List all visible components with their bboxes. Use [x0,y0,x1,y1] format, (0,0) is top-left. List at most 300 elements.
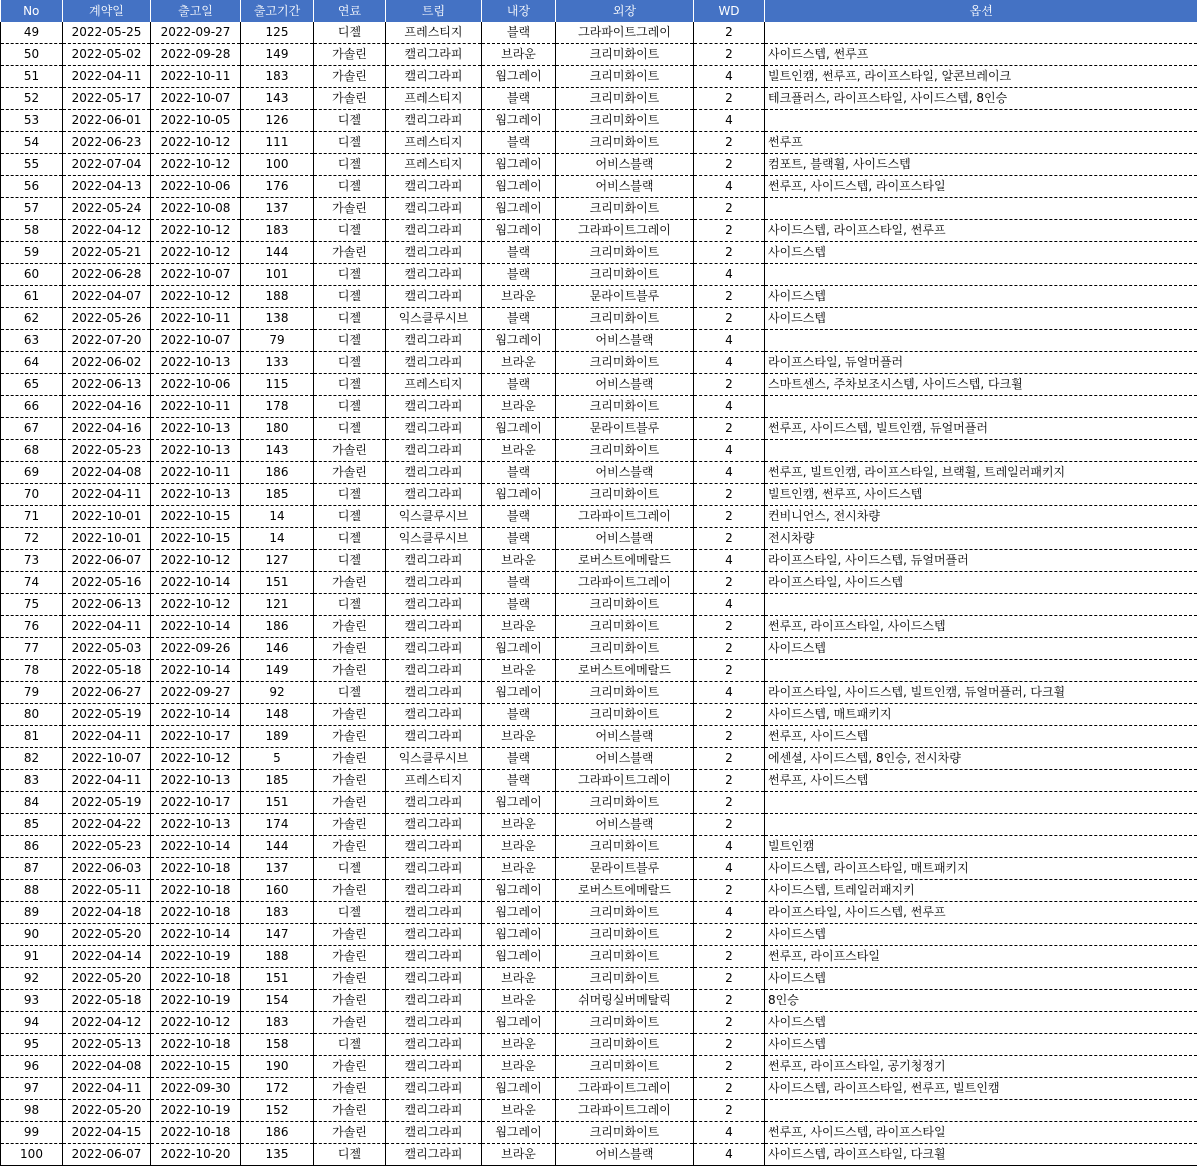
cell-contract-date[interactable]: 2022-06-02 [63,352,151,374]
cell-release-period[interactable]: 101 [241,264,314,286]
cell-release-date[interactable]: 2022-10-18 [151,858,241,880]
header-fuel[interactable]: 연료 [314,0,386,22]
cell-no[interactable]: 72 [1,528,63,550]
cell-release-date[interactable]: 2022-10-14 [151,616,241,638]
cell-release-date[interactable]: 2022-10-13 [151,770,241,792]
cell-release-date[interactable]: 2022-10-18 [151,880,241,902]
cell-contract-date[interactable]: 2022-04-11 [63,616,151,638]
cell-options[interactable] [765,792,1197,814]
cell-fuel[interactable]: 가솔린 [314,1100,386,1122]
cell-trim[interactable]: 캘리그라피 [386,1078,482,1100]
cell-fuel[interactable]: 가솔린 [314,880,386,902]
cell-interior[interactable]: 블랙 [482,594,556,616]
cell-no[interactable]: 94 [1,1012,63,1034]
cell-options[interactable] [765,330,1197,352]
cell-interior[interactable]: 웜그레이 [482,924,556,946]
cell-options[interactable] [765,814,1197,836]
cell-fuel[interactable]: 디젤 [314,220,386,242]
header-contract-date[interactable]: 계약일 [63,0,151,22]
cell-wd[interactable]: 2 [694,220,765,242]
cell-contract-date[interactable]: 2022-04-16 [63,418,151,440]
cell-contract-date[interactable]: 2022-06-03 [63,858,151,880]
cell-fuel[interactable]: 가솔린 [314,572,386,594]
cell-trim[interactable]: 프레스티지 [386,154,482,176]
cell-options[interactable]: 사이드스텝, 매트패키지 [765,704,1197,726]
cell-no[interactable]: 57 [1,198,63,220]
cell-fuel[interactable]: 가솔린 [314,1078,386,1100]
cell-release-date[interactable]: 2022-10-11 [151,66,241,88]
cell-options[interactable] [765,110,1197,132]
cell-wd[interactable]: 2 [694,242,765,264]
cell-release-period[interactable]: 152 [241,1100,314,1122]
cell-release-period[interactable]: 144 [241,836,314,858]
cell-no[interactable]: 81 [1,726,63,748]
cell-wd[interactable]: 4 [694,1144,765,1166]
cell-exterior[interactable]: 어비스블랙 [556,726,694,748]
cell-options[interactable]: 썬루프, 라이프스타일 [765,946,1197,968]
cell-interior[interactable]: 블랙 [482,528,556,550]
cell-wd[interactable]: 2 [694,154,765,176]
cell-fuel[interactable]: 디젤 [314,396,386,418]
cell-interior[interactable]: 블랙 [482,264,556,286]
cell-contract-date[interactable]: 2022-04-12 [63,1012,151,1034]
cell-wd[interactable]: 2 [694,572,765,594]
cell-trim[interactable]: 익스클루시브 [386,528,482,550]
cell-release-date[interactable]: 2022-10-19 [151,1100,241,1122]
cell-no[interactable]: 61 [1,286,63,308]
cell-contract-date[interactable]: 2022-05-26 [63,308,151,330]
cell-options[interactable]: 빌트인캠, 썬루프, 사이드스텝 [765,484,1197,506]
cell-contract-date[interactable]: 2022-07-04 [63,154,151,176]
cell-interior[interactable]: 웜그레이 [482,1122,556,1144]
cell-release-period[interactable]: 143 [241,88,314,110]
cell-release-date[interactable]: 2022-10-12 [151,242,241,264]
cell-exterior[interactable]: 크리미화이트 [556,132,694,154]
cell-release-period[interactable]: 172 [241,1078,314,1100]
cell-exterior[interactable]: 어비스블랙 [556,154,694,176]
cell-exterior[interactable]: 어비스블랙 [556,814,694,836]
cell-wd[interactable]: 2 [694,616,765,638]
cell-no[interactable]: 76 [1,616,63,638]
cell-interior[interactable]: 블랙 [482,308,556,330]
cell-fuel[interactable]: 가솔린 [314,638,386,660]
cell-release-period[interactable]: 79 [241,330,314,352]
cell-no[interactable]: 98 [1,1100,63,1122]
cell-fuel[interactable]: 디젤 [314,594,386,616]
cell-no[interactable]: 88 [1,880,63,902]
cell-options[interactable]: 사이드스텝 [765,1034,1197,1056]
cell-options[interactable]: 사이드스텝, 트레일러패지키 [765,880,1197,902]
cell-options[interactable] [765,660,1197,682]
cell-fuel[interactable]: 디젤 [314,308,386,330]
cell-release-period[interactable]: 186 [241,616,314,638]
cell-contract-date[interactable]: 2022-05-11 [63,880,151,902]
cell-options[interactable]: 라이프스타일, 사이드스텝, 썬루프 [765,902,1197,924]
cell-contract-date[interactable]: 2022-04-18 [63,902,151,924]
cell-release-period[interactable]: 5 [241,748,314,770]
cell-exterior[interactable]: 크리미화이트 [556,946,694,968]
cell-release-period[interactable]: 146 [241,638,314,660]
cell-trim[interactable]: 캘리그라피 [386,924,482,946]
cell-release-period[interactable]: 149 [241,660,314,682]
cell-no[interactable]: 70 [1,484,63,506]
cell-contract-date[interactable]: 2022-06-07 [63,1144,151,1166]
cell-interior[interactable]: 웜그레이 [482,880,556,902]
cell-no[interactable]: 69 [1,462,63,484]
cell-contract-date[interactable]: 2022-05-18 [63,660,151,682]
cell-release-date[interactable]: 2022-10-15 [151,1056,241,1078]
cell-fuel[interactable]: 가솔린 [314,660,386,682]
cell-trim[interactable]: 캘리그라피 [386,1144,482,1166]
cell-no[interactable]: 84 [1,792,63,814]
cell-exterior[interactable]: 크리미화이트 [556,110,694,132]
cell-wd[interactable]: 2 [694,924,765,946]
cell-contract-date[interactable]: 2022-06-23 [63,132,151,154]
cell-exterior[interactable]: 크리미화이트 [556,1034,694,1056]
cell-options[interactable]: 사이드스텝, 썬루프 [765,44,1197,66]
cell-release-period[interactable]: 126 [241,110,314,132]
cell-release-date[interactable]: 2022-10-12 [151,594,241,616]
cell-release-period[interactable]: 149 [241,44,314,66]
cell-release-period[interactable]: 185 [241,770,314,792]
cell-trim[interactable]: 익스클루시브 [386,506,482,528]
cell-wd[interactable]: 2 [694,198,765,220]
cell-release-period[interactable]: 137 [241,858,314,880]
cell-no[interactable]: 74 [1,572,63,594]
cell-wd[interactable]: 2 [694,880,765,902]
cell-fuel[interactable]: 가솔린 [314,770,386,792]
cell-options[interactable] [765,594,1197,616]
cell-release-period[interactable]: 174 [241,814,314,836]
cell-release-date[interactable]: 2022-10-20 [151,1144,241,1166]
cell-wd[interactable]: 2 [694,308,765,330]
cell-no[interactable]: 73 [1,550,63,572]
cell-release-date[interactable]: 2022-10-15 [151,528,241,550]
cell-contract-date[interactable]: 2022-04-14 [63,946,151,968]
cell-options[interactable]: 사이드스텝, 라이프스타일, 썬루프, 빌트인캠 [765,1078,1197,1100]
cell-interior[interactable]: 브라운 [482,440,556,462]
cell-trim[interactable]: 캘리그라피 [386,550,482,572]
cell-exterior[interactable]: 크리미화이트 [556,66,694,88]
cell-no[interactable]: 63 [1,330,63,352]
cell-no[interactable]: 87 [1,858,63,880]
cell-fuel[interactable]: 가솔린 [314,814,386,836]
cell-release-period[interactable]: 14 [241,506,314,528]
cell-wd[interactable]: 2 [694,946,765,968]
cell-trim[interactable]: 캘리그라피 [386,330,482,352]
cell-options[interactable]: 사이드스텝 [765,242,1197,264]
cell-interior[interactable]: 브라운 [482,990,556,1012]
cell-wd[interactable]: 4 [694,110,765,132]
cell-release-date[interactable]: 2022-10-17 [151,726,241,748]
cell-fuel[interactable]: 디젤 [314,1034,386,1056]
cell-no[interactable]: 85 [1,814,63,836]
cell-no[interactable]: 91 [1,946,63,968]
cell-interior[interactable]: 브라운 [482,1056,556,1078]
cell-wd[interactable]: 4 [694,682,765,704]
cell-fuel[interactable]: 디젤 [314,22,386,44]
cell-options[interactable]: 썬루프, 빌트인캠, 라이프스타일, 브랙휠, 트레일러패키지 [765,462,1197,484]
cell-release-date[interactable]: 2022-10-14 [151,924,241,946]
cell-release-period[interactable]: 186 [241,1122,314,1144]
header-trim[interactable]: 트림 [386,0,482,22]
cell-exterior[interactable]: 그라파이트그레이 [556,1078,694,1100]
cell-wd[interactable]: 4 [694,352,765,374]
cell-wd[interactable]: 2 [694,286,765,308]
cell-exterior[interactable]: 크리미화이트 [556,836,694,858]
cell-options[interactable]: 썬루프, 사이드스텝 [765,726,1197,748]
cell-options[interactable]: 빌트인캠, 썬루프, 라이프스타일, 알콘브레이크 [765,66,1197,88]
cell-release-period[interactable]: 183 [241,1012,314,1034]
cell-contract-date[interactable]: 2022-05-16 [63,572,151,594]
cell-contract-date[interactable]: 2022-05-23 [63,440,151,462]
cell-release-date[interactable]: 2022-10-13 [151,440,241,462]
cell-options[interactable]: 빌트인캠 [765,836,1197,858]
cell-contract-date[interactable]: 2022-05-21 [63,242,151,264]
cell-exterior[interactable]: 크리미화이트 [556,594,694,616]
cell-release-period[interactable]: 151 [241,572,314,594]
cell-release-period[interactable]: 151 [241,792,314,814]
cell-release-date[interactable]: 2022-10-12 [151,154,241,176]
cell-options[interactable] [765,396,1197,418]
cell-exterior[interactable]: 크리미화이트 [556,242,694,264]
cell-options[interactable]: 썬루프, 라이프스타일, 사이드스텝 [765,616,1197,638]
cell-release-date[interactable]: 2022-10-06 [151,176,241,198]
cell-fuel[interactable]: 가솔린 [314,242,386,264]
cell-fuel[interactable]: 가솔린 [314,198,386,220]
cell-interior[interactable]: 블랙 [482,748,556,770]
cell-trim[interactable]: 캘리그라피 [386,110,482,132]
cell-wd[interactable]: 4 [694,264,765,286]
cell-exterior[interactable]: 크리미화이트 [556,902,694,924]
cell-exterior[interactable]: 그라파이트그레이 [556,572,694,594]
cell-trim[interactable]: 캘리그라피 [386,682,482,704]
cell-options[interactable]: 사이드스텝 [765,308,1197,330]
cell-trim[interactable]: 캘리그라피 [386,1056,482,1078]
cell-trim[interactable]: 캘리그라피 [386,616,482,638]
cell-trim[interactable]: 캘리그라피 [386,352,482,374]
cell-release-period[interactable]: 183 [241,220,314,242]
cell-wd[interactable]: 2 [694,22,765,44]
cell-options[interactable]: 썬루프, 사이드스텝 [765,770,1197,792]
cell-options[interactable]: 사이드스텝 [765,638,1197,660]
cell-release-period[interactable]: 188 [241,286,314,308]
cell-trim[interactable]: 캘리그라피 [386,990,482,1012]
cell-trim[interactable]: 프레스티지 [386,22,482,44]
cell-trim[interactable]: 캘리그라피 [386,660,482,682]
cell-options[interactable]: 사이드스텝, 라이프스타일, 매트패키지 [765,858,1197,880]
cell-release-date[interactable]: 2022-10-12 [151,132,241,154]
cell-contract-date[interactable]: 2022-05-18 [63,990,151,1012]
cell-no[interactable]: 54 [1,132,63,154]
cell-exterior[interactable]: 크리미화이트 [556,924,694,946]
cell-release-date[interactable]: 2022-10-14 [151,572,241,594]
cell-no[interactable]: 79 [1,682,63,704]
cell-contract-date[interactable]: 2022-04-12 [63,220,151,242]
cell-contract-date[interactable]: 2022-06-27 [63,682,151,704]
cell-release-period[interactable]: 143 [241,440,314,462]
cell-trim[interactable]: 캘리그라피 [386,902,482,924]
cell-exterior[interactable]: 크리미화이트 [556,396,694,418]
cell-options[interactable]: 사이드스텝, 라이프스타일, 다크휠 [765,1144,1197,1166]
cell-no[interactable]: 55 [1,154,63,176]
cell-wd[interactable]: 4 [694,594,765,616]
cell-trim[interactable]: 캘리그라피 [386,880,482,902]
cell-exterior[interactable]: 그라파이트그레이 [556,1100,694,1122]
cell-exterior[interactable]: 어비스블랙 [556,176,694,198]
cell-no[interactable]: 50 [1,44,63,66]
cell-interior[interactable]: 브라운 [482,1034,556,1056]
cell-fuel[interactable]: 디젤 [314,110,386,132]
cell-release-date[interactable]: 2022-10-07 [151,88,241,110]
cell-interior[interactable]: 브라운 [482,814,556,836]
cell-trim[interactable]: 캘리그라피 [386,440,482,462]
cell-no[interactable]: 58 [1,220,63,242]
cell-contract-date[interactable]: 2022-04-11 [63,66,151,88]
cell-interior[interactable]: 웜그레이 [482,418,556,440]
cell-interior[interactable]: 블랙 [482,462,556,484]
cell-options[interactable]: 썬루프, 사이드스텝, 라이프스타일 [765,176,1197,198]
cell-trim[interactable]: 캘리그라피 [386,858,482,880]
cell-release-date[interactable]: 2022-10-18 [151,902,241,924]
cell-no[interactable]: 66 [1,396,63,418]
cell-contract-date[interactable]: 2022-06-01 [63,110,151,132]
cell-wd[interactable]: 2 [694,990,765,1012]
cell-exterior[interactable]: 그라파이트그레이 [556,770,694,792]
cell-interior[interactable]: 웜그레이 [482,154,556,176]
cell-no[interactable]: 59 [1,242,63,264]
cell-fuel[interactable]: 디젤 [314,682,386,704]
cell-options[interactable]: 컨비니언스, 전시차량 [765,506,1197,528]
cell-exterior[interactable]: 크리미화이트 [556,1122,694,1144]
cell-fuel[interactable]: 가솔린 [314,616,386,638]
cell-interior[interactable]: 웜그레이 [482,66,556,88]
cell-trim[interactable]: 캘리그라피 [386,572,482,594]
cell-contract-date[interactable]: 2022-06-28 [63,264,151,286]
cell-wd[interactable]: 4 [694,440,765,462]
cell-trim[interactable]: 캘리그라피 [386,264,482,286]
cell-interior[interactable]: 브라운 [482,1144,556,1166]
cell-release-period[interactable]: 100 [241,154,314,176]
cell-release-date[interactable]: 2022-10-05 [151,110,241,132]
cell-interior[interactable]: 웜그레이 [482,484,556,506]
cell-interior[interactable]: 웜그레이 [482,110,556,132]
cell-release-period[interactable]: 137 [241,198,314,220]
cell-release-date[interactable]: 2022-10-14 [151,704,241,726]
cell-fuel[interactable]: 디젤 [314,484,386,506]
cell-no[interactable]: 68 [1,440,63,462]
cell-no[interactable]: 71 [1,506,63,528]
cell-interior[interactable]: 브라운 [482,616,556,638]
cell-release-date[interactable]: 2022-10-19 [151,946,241,968]
cell-interior[interactable]: 블랙 [482,242,556,264]
cell-fuel[interactable]: 디젤 [314,264,386,286]
cell-release-date[interactable]: 2022-09-27 [151,682,241,704]
cell-interior[interactable]: 웜그레이 [482,1078,556,1100]
cell-options[interactable] [765,198,1197,220]
cell-no[interactable]: 49 [1,22,63,44]
cell-release-date[interactable]: 2022-10-12 [151,748,241,770]
cell-contract-date[interactable]: 2022-05-17 [63,88,151,110]
cell-trim[interactable]: 캘리그라피 [386,638,482,660]
cell-no[interactable]: 52 [1,88,63,110]
cell-release-period[interactable]: 121 [241,594,314,616]
cell-contract-date[interactable]: 2022-05-02 [63,44,151,66]
cell-fuel[interactable]: 가솔린 [314,462,386,484]
cell-release-period[interactable]: 180 [241,418,314,440]
cell-trim[interactable]: 캘리그라피 [386,1122,482,1144]
cell-contract-date[interactable]: 2022-04-11 [63,1078,151,1100]
cell-trim[interactable]: 캘리그라피 [386,704,482,726]
cell-wd[interactable]: 4 [694,902,765,924]
cell-interior[interactable]: 브라운 [482,352,556,374]
cell-exterior[interactable]: 어비스블랙 [556,330,694,352]
cell-no[interactable]: 78 [1,660,63,682]
cell-contract-date[interactable]: 2022-05-20 [63,1100,151,1122]
cell-options[interactable] [765,264,1197,286]
cell-interior[interactable]: 브라운 [482,968,556,990]
cell-fuel[interactable]: 디젤 [314,352,386,374]
cell-wd[interactable]: 4 [694,330,765,352]
cell-fuel[interactable]: 가솔린 [314,1012,386,1034]
cell-contract-date[interactable]: 2022-05-25 [63,22,151,44]
cell-fuel[interactable]: 디젤 [314,330,386,352]
cell-wd[interactable]: 2 [694,660,765,682]
cell-fuel[interactable]: 가솔린 [314,88,386,110]
cell-release-date[interactable]: 2022-10-13 [151,484,241,506]
cell-interior[interactable]: 브라운 [482,726,556,748]
cell-wd[interactable]: 4 [694,396,765,418]
cell-release-period[interactable]: 186 [241,462,314,484]
cell-exterior[interactable]: 어비스블랙 [556,462,694,484]
cell-wd[interactable]: 2 [694,792,765,814]
cell-no[interactable]: 89 [1,902,63,924]
header-options[interactable]: 옵션 [765,0,1197,22]
cell-trim[interactable]: 캘리그라피 [386,176,482,198]
cell-contract-date[interactable]: 2022-10-01 [63,528,151,550]
cell-exterior[interactable]: 로버스트에메랄드 [556,550,694,572]
cell-release-date[interactable]: 2022-10-18 [151,1034,241,1056]
cell-fuel[interactable]: 디젤 [314,374,386,396]
cell-contract-date[interactable]: 2022-04-15 [63,1122,151,1144]
cell-exterior[interactable]: 크리미화이트 [556,682,694,704]
cell-fuel[interactable]: 가솔린 [314,990,386,1012]
cell-no[interactable]: 60 [1,264,63,286]
cell-exterior[interactable]: 크리미화이트 [556,88,694,110]
cell-fuel[interactable]: 가솔린 [314,1056,386,1078]
cell-fuel[interactable]: 디젤 [314,550,386,572]
cell-exterior[interactable]: 크리미화이트 [556,968,694,990]
cell-release-date[interactable]: 2022-10-11 [151,308,241,330]
cell-trim[interactable]: 캘리그라피 [386,220,482,242]
cell-options[interactable]: 썬루프, 사이드스텝, 빌트인캠, 듀얼머플러 [765,418,1197,440]
cell-interior[interactable]: 웜그레이 [482,682,556,704]
cell-release-period[interactable]: 92 [241,682,314,704]
cell-fuel[interactable]: 가솔린 [314,968,386,990]
cell-release-period[interactable]: 127 [241,550,314,572]
cell-trim[interactable]: 캘리그라피 [386,242,482,264]
cell-wd[interactable]: 2 [694,1100,765,1122]
cell-wd[interactable]: 2 [694,1012,765,1034]
cell-contract-date[interactable]: 2022-05-19 [63,704,151,726]
cell-interior[interactable]: 웜그레이 [482,946,556,968]
cell-no[interactable]: 93 [1,990,63,1012]
cell-exterior[interactable]: 어비스블랙 [556,1144,694,1166]
cell-contract-date[interactable]: 2022-06-13 [63,374,151,396]
cell-no[interactable]: 83 [1,770,63,792]
cell-no[interactable]: 100 [1,1144,63,1166]
cell-wd[interactable]: 2 [694,1034,765,1056]
